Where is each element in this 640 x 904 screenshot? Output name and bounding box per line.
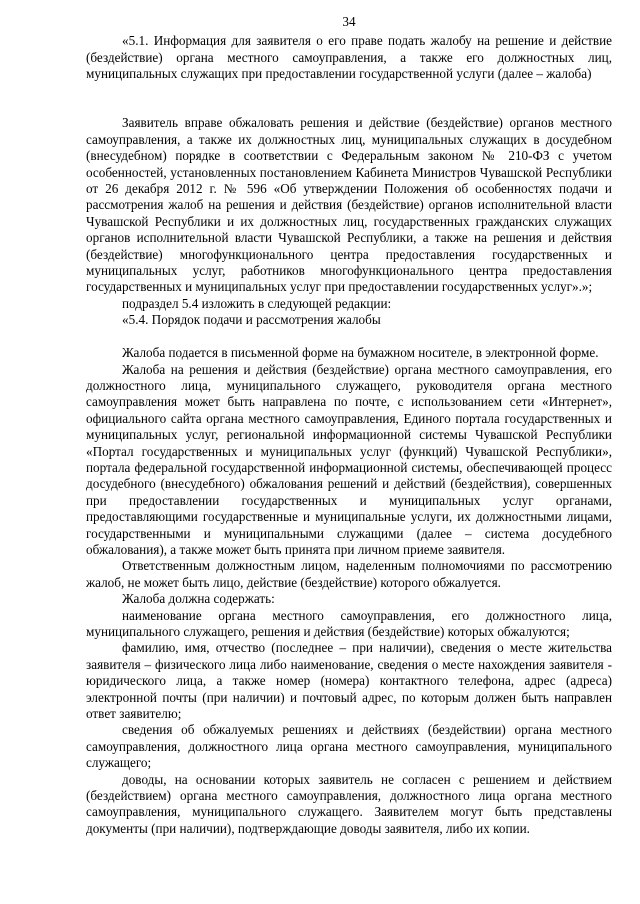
- paragraph-item-decision-details: сведения об обжалуемых решениях и действиях (бездействии) органа местного самоуправления, должностного лица органа местного самоуправления, муниципального служащего;: [86, 722, 612, 771]
- spacer: [86, 329, 612, 345]
- paragraph-item-arguments: доводы, на основании которых заявитель не согласен с решением и действием (бездействием) органа местного самоуправления, должностного лица органа местного самоуправления, муниципального служащего. Заявителем могут быть представлены документы (при наличии), подтверждающие доводы заявителя, либо их копии.: [86, 771, 612, 836]
- paragraph-section-5-4-heading: «5.4. Порядок подачи и рассмотрения жалобы: [122, 312, 381, 328]
- paragraph-section-5-1-heading: «5.1. Информация для заявителя о его праве подать жалобу на решение и действие (бездействие) органа местного самоуправления, а также его должностных лиц, муниципальных служащих при предоставлении государственной услуги (далее – жалоба): [86, 33, 612, 82]
- page-number: 34: [342, 14, 356, 29]
- paragraph-complaint-contents: Жалоба должна содержать:: [122, 591, 275, 607]
- paragraph-responsible-official: Ответственным должностным лицом, наделенным полномочиями по рассмотрению жалоб, не может быть лицо, действие (бездействие) которого обжалуется.: [86, 558, 612, 590]
- paragraph-item-authority-name: наименование органа местного самоуправления, его должностного лица, муниципального служащего, решения и действия (бездействие) которых обжалуются;: [86, 607, 612, 639]
- paragraph-subsection-instruction: подраздел 5.4 изложить в следующей редакции:: [122, 295, 392, 311]
- paragraph-item-applicant-details: фамилию, имя, отчество (последнее – при наличии), сведения о месте жительства заявителя – физического лица либо наименование, сведения о месте нахождения заявителя - юридического лица, а также номер (номера) контактного телефона, адрес (адреса) электронной почты (при наличии) и почтовый адрес, по которым должен быть направлен ответ заявителю;: [86, 640, 612, 722]
- paragraph-appeal-right: Заявитель вправе обжаловать решения и действие (бездействие) органов местного самоуправления, а также их должностных лиц, муниципальных служащих в досудебном (внесудебном) порядке в соответствии с Федеральным законом № 210-ФЗ с учетом особенностей, установленных постановлением Кабинета Министров Чувашской Республики от 26 декабря 2012 г. № 596 «Об утверждении Положения об особенностях подачи и рассмотрения жалоб на решения и действия (бездействие) органов исполнительной власти Чувашской Республики и их должностных лиц, государственных гражданских служащих органов исполнительной власти Чувашской Республики, а также на решения и действия (бездействие) многофункционального центра предоставления государственных и муниципальных услуг, работников многофункционального центра предоставления государственных и муниципальных услуг при предоставлении государственных услуг».»;: [86, 115, 612, 295]
- spacer: [86, 83, 612, 116]
- paragraph-complaint-channels: Жалоба на решения и действия (бездействие) органа местного самоуправления, его должностного лица, муниципального служащего, руководителя органа местного самоуправления может быть направлена по почте, с использованием сети «Интернет», официального сайта органа местного самоуправления, Единого портала государственных и муниципальных услуг, региональной информационной системы Чувашской Республики «Портал государственных и муниципальных услуг (функций) Чувашской Республики», портала федеральной государственной информационной системы, обеспечивающей процесс досудебного (внесудебного) обжалования решений и действий (бездействия), совершенных при предоставлении государственных и муниципальных услуг органами, предоставляющими государственные и муниципальные услуги, их должностными лицами, государственными и муниципальными служащими (далее – система досудебного обжалования), а также может быть принята при личном приеме заявителя.: [86, 361, 612, 557]
- paragraph-complaint-form: Жалоба подается в письменной форме на бумажном носителе, в электронной форме.: [122, 345, 599, 361]
